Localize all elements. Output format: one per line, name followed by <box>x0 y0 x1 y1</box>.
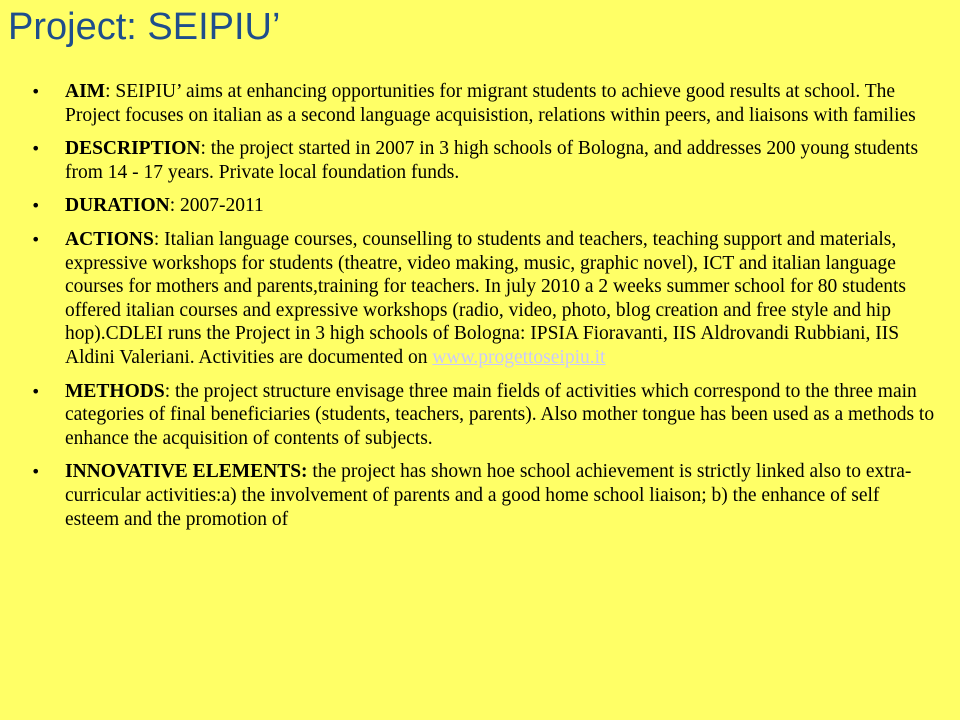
bullet-item-duration <box>28 194 938 218</box>
bullet-item-innovative-elements <box>28 460 938 531</box>
bullet-dot-icon: • <box>31 381 41 401</box>
bullet-key: INNOVATIVE ELEMENTS: <box>65 461 308 483</box>
bullet-dot-icon: • <box>31 229 41 249</box>
bullet-text: the project has shown hoe school achievement is strictly linked also to extra-curricular activities:a) the involvement of parents and a good home school liaison; b) the enhance of self esteem and the promotion of <box>65 461 912 530</box>
bullet-key: AIM <box>65 81 106 102</box>
bullet-dot-icon: • <box>31 462 41 482</box>
bullet-item-methods <box>28 380 938 451</box>
bullet-text: : 2007-2011 <box>169 195 264 217</box>
bullet-dot-icon: • <box>31 82 41 101</box>
bullet-dot-icon: • <box>31 139 41 159</box>
bullet-key: DESCRIPTION <box>65 138 201 160</box>
bullet-text: : the project started in 2007 in 3 high schools of Bologna, and addresses 200 young students from 14 - 17 years. Private local foundation funds. <box>65 138 919 183</box>
bullet-item-actions <box>28 228 938 370</box>
bullet-dot-icon: • <box>31 196 41 216</box>
project-website-link[interactable]: www.progettoseipiu.it <box>432 346 606 368</box>
bullet-item-description <box>28 137 938 184</box>
bullet-key: METHODS <box>65 380 165 402</box>
bullet-text: : SEIPIU’ aims at enhancing opportunities for migrant students to achieve good results at school. The Project focuses on italian as a second language acquisistion, relations within peers, and liaisons with families <box>65 81 916 126</box>
slide-title: Project: SEIPIU’ <box>8 6 281 48</box>
bullet-key: DURATION <box>65 195 170 217</box>
bullet-list <box>28 80 938 541</box>
bullet-text: : Italian language courses, counselling to students and teachers, teaching support and materials, expressive workshops for students (theatre, video making, music, graphic novel), ICT and italian language courses for mothers and parents,training for teachers. In july 2010 a 2 weeks summer school for 80 students offered italian courses and expressive workshops (radio, video, photo, blog creation and free style and hip hop).CDLEI runs the Project in 3 high schools of Bologna: IPSIA Fioravanti, IIS Aldrovandi Rubbiani, IIS Aldini Valeriani. Activities are documented on <box>65 228 906 368</box>
bullet-text: : the project structure envisage three main fields of activities which correspond to the three main categories of final beneficiaries (students, teachers, parents). Also mother tongue has been used as a methods to enhance the acquisition of contents of subjects. <box>65 380 935 449</box>
bullet-item-aim <box>28 80 938 127</box>
bullet-key: ACTIONS <box>65 228 154 250</box>
